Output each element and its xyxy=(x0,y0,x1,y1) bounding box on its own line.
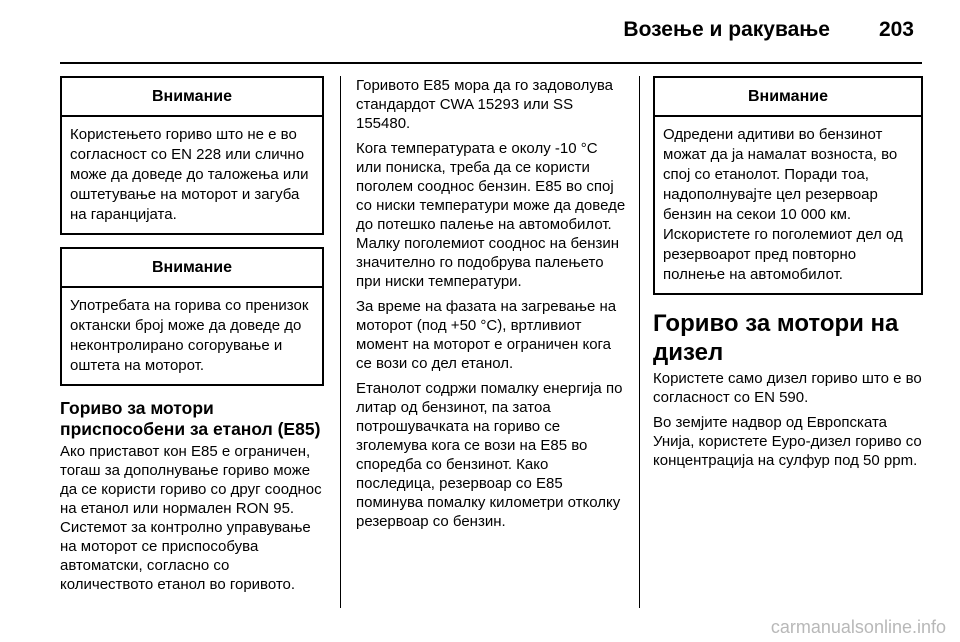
paragraph: Кога температурата е околу -10 °C или пониска, треба да се користи поголем сооднос бензин. E85 во спој со ниски температури може да доведе до потешко палење на автомобилот. Малку поголемиот сооднос на бензин значително го подобрува палењето при ниски температури. xyxy=(356,140,626,290)
warning-text: Одредени адитиви во бензинот можат да ја намалат возноста, во спој со етанолот. Поради тоа, надополнувајте цел резервоар бензин на секои 10 000 км. Искористете го поголемиот дел од резервоарот пред повторно полнење на автомобилот. xyxy=(663,126,903,283)
paragraph: Користете само дизел гориво што е во согласност со EN 590. xyxy=(653,370,922,406)
section-heading-ethanol: Гориво за мотори приспособени за етанол (E85) xyxy=(60,398,321,439)
warning-text: Користењето гориво што не е во согласност со EN 228 или слично може да доведе до таложења или оштетување на моторот и загуба на гаранцијата. xyxy=(70,126,309,223)
warning-box-2 xyxy=(60,247,324,386)
paragraph: Во земјите надвор од Европската Унија, користете Еуро-дизел гориво со концентрација на сулфур под 50 ppm. xyxy=(653,414,922,469)
column-divider-left xyxy=(340,76,341,608)
page-number: 203 xyxy=(878,18,914,41)
column-2 xyxy=(356,76,626,537)
paragraph: Горивото E85 мора да го задоволува стандардот CWA 15293 или SS 155480. xyxy=(356,77,614,132)
warning-title: Внимание xyxy=(62,249,322,288)
column-divider-right xyxy=(639,76,640,608)
section-heading-diesel: Гориво за мотори на дизел xyxy=(653,310,899,366)
warning-box-3 xyxy=(653,76,923,295)
paragraph: Ако приставот кон E85 е ограничен, тогаш за дополнување гориво може да се користи гориво со друг сооднос на етанол или нормален RON 95. Системот за контролно управување на моторот се приспособува автоматски, согласно со количеството етанол во горивото. xyxy=(60,443,322,593)
column-1 xyxy=(60,76,324,600)
paragraph: Етанолот содржи помалку енергија по литар од бензинот, па затоа потрошувачката на гориво се зголемува кога се вози на E85 во споредба со бензинот. Како последица, резервоар со E85 поминува помалку километри отколку резервоар со бензин. xyxy=(356,380,623,530)
warning-box-1 xyxy=(60,76,324,235)
warning-title: Внимание xyxy=(62,78,322,117)
warning-text: Употребата на горива со пренизок октански број може да доведе до неконтролирано согорување и оштета на моторот. xyxy=(70,297,309,374)
paragraph: За време на фазата на загревање на моторот (под +50 °C), вртливиот момент на моторот е ограничен кога се вози со дел етанол. xyxy=(356,298,617,372)
header-rule xyxy=(60,62,922,64)
watermark: carmanualsonline.info xyxy=(770,617,946,637)
page-header-title: Возење и ракување xyxy=(623,18,830,41)
column-3 xyxy=(653,76,923,476)
warning-title: Внимание xyxy=(655,78,921,117)
